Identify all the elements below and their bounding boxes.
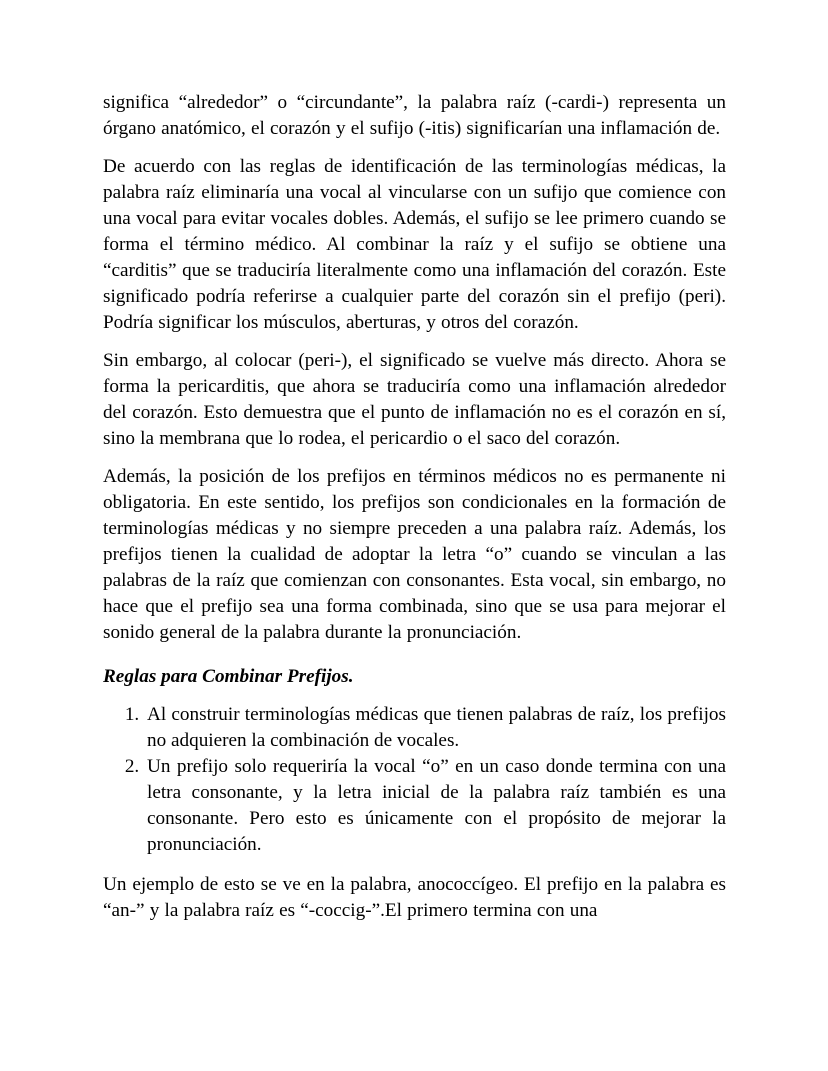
paragraph-continuation: significa “alrededor” o “circundante”, la palabra raíz (-cardi-) representa un órgano anatómico, el corazón y el sufijo (-itis) significarían una inflamación de. [103, 92, 726, 139]
list-item: 1. Al construir terminologías médicas que tienen palabras de raíz, los prefijos no adquieren la combinación de vocales. [144, 702, 726, 754]
rules-list [103, 702, 726, 858]
section-heading-combining-prefixes: Reglas para Combinar Prefijos. [103, 666, 354, 687]
list-item: 2. Un prefijo solo requeriría la vocal “o” en un caso donde termina con una letra consonante, y la letra inicial de la palabra raíz también es una consonante. Pero esto es únicamente con el propósito de mejorar la pronunciación. [144, 754, 726, 858]
paragraph-prefix-position: Además, la posición de los prefijos en términos médicos no es permanente ni obligatoria. En este sentido, los prefijos son condicionales en la formación de terminologías médicas y no siempre preceden a una palabra raíz. Además, los prefijos tienen la cualidad de adoptar la letra “o” cuando se vinculan a las palabras de la raíz que comienzan con consonantes. Esta vocal, sin embargo, no hace que el prefijo sea una forma combinada, sino que se usa para mejorar el sonido general de la palabra durante la pronunciación. [103, 466, 726, 643]
paragraph-identification-rules: De acuerdo con las reglas de identificación de las terminologías médicas, la palabra raíz eliminaría una vocal al vincularse con un sufijo que comience con una vocal para evitar vocales dobles. Además, el sufijo se lee primero cuando se forma el término médico. Al combinar la raíz y el sufijo se obtiene una “carditis” que se traduciría literalmente como una inflamación del corazón. Este significado podría referirse a cualquier parte del corazón sin el prefijo (peri). Podría significar los músculos, aberturas, y otros del corazón. [103, 156, 726, 333]
paragraph-pericarditis: Sin embargo, al colocar (peri-), el significado se vuelve más directo. Ahora se forma la pericarditis, que ahora se traduciría como una inflamación alrededor del corazón. Esto demuestra que el punto de inflamación no es el corazón en sí, sino la membrana que lo rodea, el pericardio o el saco del corazón. [103, 350, 726, 449]
paragraph-example-anococcigeo: Un ejemplo de esto se ve en la palabra, anococcígeo. El prefijo en la palabra es “an-” y la palabra raíz es “-coccig-”.El primero termina con una [103, 874, 726, 921]
